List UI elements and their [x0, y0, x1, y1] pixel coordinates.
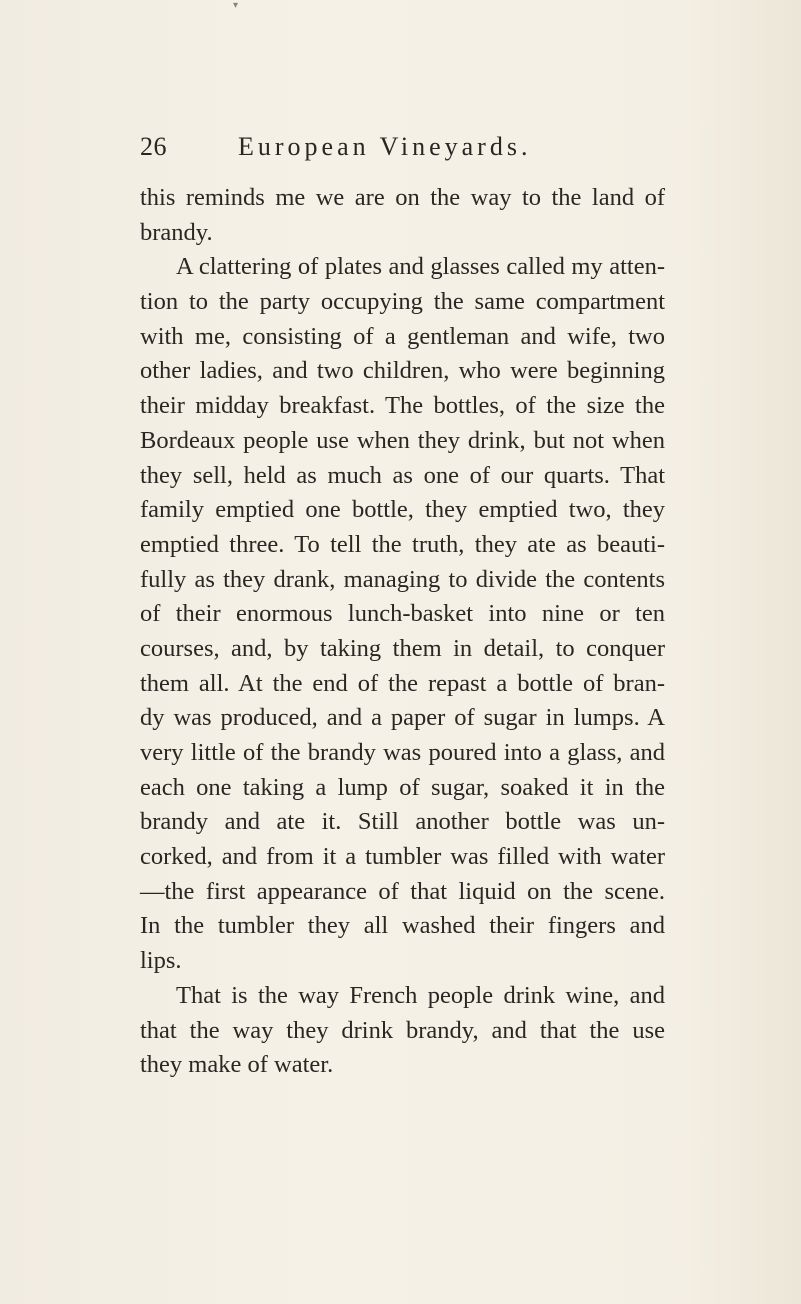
text-line: That is the way French people drink wine, and [176, 981, 665, 1009]
text-line: emptied three. To tell the truth, they ate as beauti- [140, 530, 665, 558]
text-line: corked, and from it a tumbler was filled with water [140, 843, 665, 871]
text-line: brandy. [140, 218, 213, 246]
page-header [140, 132, 660, 172]
page-number: 26 [140, 132, 167, 161]
text-line: brandy and ate it. Still another bottle was un- [140, 808, 665, 836]
printer-mark: ▾ [233, 0, 239, 11]
text-line: In the tumbler they all washed their fingers and [140, 912, 665, 940]
text-line: family emptied one bottle, they emptied two, they [140, 496, 665, 524]
text-line: courses, and, by taking them in detail, to conquer [140, 634, 665, 662]
text-line: them all. At the end of the repast a bottle of bran- [140, 669, 665, 697]
text-line: —the first appearance of that liquid on the scene. [140, 877, 665, 905]
text-line: Bordeaux people use when they drink, but not when [140, 426, 665, 454]
text-line: their midday breakfast. The bottles, of the size the [140, 392, 665, 420]
text-line: they sell, held as much as one of our quarts. That [140, 461, 665, 489]
text-line: each one taking a lump of sugar, soaked it in the [140, 773, 665, 801]
text-line: that the way they drink brandy, and that the use [140, 1016, 665, 1044]
text-line: they make of water. [140, 1051, 334, 1079]
text-line: A clattering of plates and glasses called my atten- [176, 253, 665, 281]
text-line: this reminds me we are on the way to the land of [140, 184, 665, 211]
text-line: dy was produced, and a paper of sugar in lumps. A [140, 704, 665, 732]
text-line: lips. [140, 947, 182, 975]
text-line: with me, consisting of a gentleman and wife, two [140, 322, 665, 350]
text-line: very little of the brandy was poured into a glass, and [140, 739, 665, 766]
text-line: fully as they drank, managing to divide the contents [140, 565, 665, 593]
text-line: tion to the party occupying the same compartment [140, 288, 665, 316]
text-line: other ladies, and two children, who were beginning [140, 357, 665, 385]
running-head: European Vineyards. [238, 132, 532, 161]
text-line: of their enormous lunch-basket into nine or ten [140, 600, 665, 628]
body-text [140, 181, 665, 1083]
